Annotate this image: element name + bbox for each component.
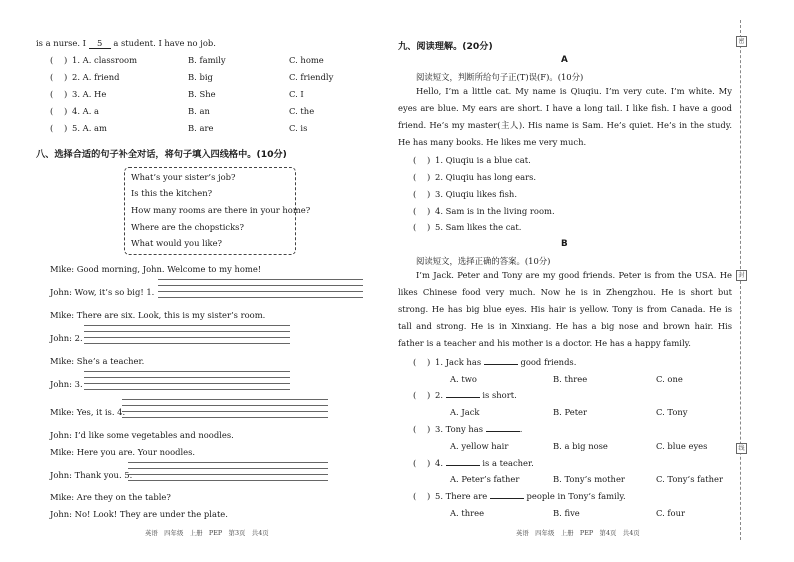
intro-post: a student. I have no job. (113, 38, 216, 48)
choice-row-4[interactable]: ( ) 4. A. a (50, 106, 100, 116)
dialogue-line: Mike: She’s a teacher. (50, 356, 145, 366)
choice-a: 2. A. friend (72, 72, 120, 82)
choice-b[interactable]: B. family (188, 55, 226, 65)
box-sentence: How many rooms are there in your home? (131, 205, 311, 215)
dialogue-line: Mike: Are they on the table? (50, 492, 171, 502)
intro-pre: is a nurse. I (36, 38, 86, 48)
tf-item-3[interactable]: ( ) 3. Qiuqiu likes fish. (413, 189, 517, 199)
choice-row-5[interactable]: ( ) 5. A. am (50, 123, 107, 133)
page-footer-right: 英语 四年级 上册 PEP 第4页 共4页 (516, 529, 640, 537)
mc-option-b[interactable]: B. Peter (553, 407, 588, 417)
tf-item-4[interactable]: ( ) 4. Sam is in the living room. (413, 206, 555, 216)
part-a-label: A (561, 55, 568, 65)
part-a-instruction: 阅读短文，判断所给句子正(T)误(F)。(10分) (416, 72, 584, 82)
mc-option-c[interactable]: C. blue eyes (656, 441, 708, 451)
choice-b[interactable]: B. are (188, 123, 214, 133)
mc-option-b[interactable]: B. three (553, 374, 588, 384)
tf-item-2[interactable]: ( ) 2. Qiuqiu has long ears. (413, 172, 537, 182)
dialogue-line: John: 3. (50, 379, 83, 389)
mc-option-c[interactable]: C. one (656, 374, 683, 384)
mc-option-b[interactable]: B. Tony’s mother (553, 474, 625, 484)
choice-a: 1. A. classroom (72, 55, 138, 65)
box-sentence: Where are the chopsticks? (131, 222, 244, 232)
mc-option-b[interactable]: B. a big nose (553, 441, 608, 451)
dialogue-line: John: 2. (50, 333, 83, 343)
margin-mark-feng: 封 (736, 270, 747, 281)
page-footer-left: 英语 四年级 上册 PEP 第3页 共4页 (145, 529, 269, 537)
mc-option-a[interactable]: A. yellow hair (450, 441, 509, 451)
mc-option-a[interactable]: A. Jack (450, 407, 480, 417)
choice-c[interactable]: C. the (289, 106, 315, 116)
sentence-choice-box (124, 167, 311, 255)
mc-option-a[interactable]: A. two (450, 374, 477, 384)
choice-a: 4. A. a (72, 106, 100, 116)
choice-b[interactable]: B. She (188, 89, 216, 99)
dialogue-line: Mike: Here you are. Your noodles. (50, 447, 196, 457)
margin-mark-xian: 线 (736, 443, 747, 454)
mc-question-5[interactable]: ( ) 5. There are people in Tony’s family. (413, 491, 626, 501)
box-sentence: What would you like? (131, 238, 223, 248)
section-8-title: 八、选择合适的句子补全对话，将句子填入四线格中。(10分) (36, 149, 287, 160)
mc-option-c[interactable]: C. Tony’s father (656, 474, 723, 484)
four-line-grid-1[interactable] (158, 279, 363, 299)
four-line-grid-2[interactable] (84, 325, 290, 345)
choice-b[interactable]: B. big (188, 72, 213, 82)
choice-row-3[interactable]: ( ) 3. A. He (50, 89, 107, 99)
dialogue-line: Mike: Yes, it is. 4. (50, 407, 126, 417)
box-sentence: What’s your sister’s job? (131, 172, 236, 182)
mc-question-4[interactable]: ( ) 4. is a teacher. (413, 458, 534, 468)
part-b-passage: I’m Jack. Peter and Tony are my good friends. Peter is from the USA. He likes Chinese food very much. Now he is in Zhengzhou. He is short but strong. He has big blue eyes. His hair is yellow. Tony is from Canada. He is tall and strong. He is in Xinxiang. He has a big nose and brown hair. His father is a teacher and his mother is a doctor. He has a happy family. (398, 270, 732, 348)
dialogue-line: John: No! Look! They are under the plate. (50, 509, 228, 519)
mc-option-a[interactable]: A. three (450, 508, 485, 518)
part-a-passage: Hello, I’m a little cat. My name is Qiuqiu. I’m very cute. I’m white. My eyes are blue. My ears are short. I have a long tail. I like fish. I have a good friend. He’s my master(主人). His name is Sam. He’s quiet. He’s in the study. He has many books. He likes me very much. (398, 86, 732, 147)
dialogue-line: Mike: Good morning, John. Welcome to my home! (50, 264, 262, 274)
four-line-grid-5[interactable] (128, 462, 328, 482)
choice-row-1[interactable]: ( ) 1. A. classroom (50, 55, 138, 65)
mc-question-2[interactable]: ( ) 2. is short. (413, 390, 517, 400)
choice-a: 3. A. He (72, 89, 107, 99)
choice-c[interactable]: C. friendly (289, 72, 334, 82)
mc-question-3[interactable]: ( ) 3. Tony has . (413, 424, 523, 434)
dialogue-line: John: I’d like some vegetables and noodles. (50, 430, 234, 440)
choice-b[interactable]: B. an (188, 106, 210, 116)
part-b-label: B (561, 239, 568, 249)
cloze-intro-line (36, 38, 216, 49)
blank-5[interactable]: 5 (89, 38, 111, 49)
dialogue-line: John: Thank you. 5. (50, 470, 133, 480)
mc-option-c[interactable]: C. four (656, 508, 685, 518)
mc-option-a[interactable]: A. Peter’s father (450, 474, 520, 484)
choice-c[interactable]: C. is (289, 123, 308, 133)
mc-option-c[interactable]: C. Tony (656, 407, 688, 417)
margin-mark-mi: 密 (736, 36, 747, 47)
box-sentence: Is this the kitchen? (131, 188, 213, 198)
tf-item-1[interactable]: ( ) 1. Qiuqiu is a blue cat. (413, 155, 531, 165)
choice-c[interactable]: C. home (289, 55, 324, 65)
mc-question-1[interactable]: ( ) 1. Jack has good friends. (413, 357, 577, 367)
dialogue-line: John: Wow, it’s so big! 1. (50, 287, 155, 297)
choice-row-2[interactable]: ( ) 2. A. friend (50, 72, 120, 82)
four-line-grid-3[interactable] (84, 371, 290, 391)
section-9-title: 九、阅读理解。(20分) (398, 41, 493, 52)
choice-a: 5. A. am (72, 123, 107, 133)
mc-option-b[interactable]: B. five (553, 508, 580, 518)
dialogue-line: Mike: There are six. Look, this is my sister’s room. (50, 310, 266, 320)
four-line-grid-4[interactable] (122, 399, 328, 419)
tf-item-5[interactable]: ( ) 5. Sam likes the cat. (413, 222, 522, 232)
choice-c[interactable]: C. I (289, 89, 304, 99)
part-b-instruction: 阅读短文，选择正确的答案。(10分) (416, 256, 551, 266)
